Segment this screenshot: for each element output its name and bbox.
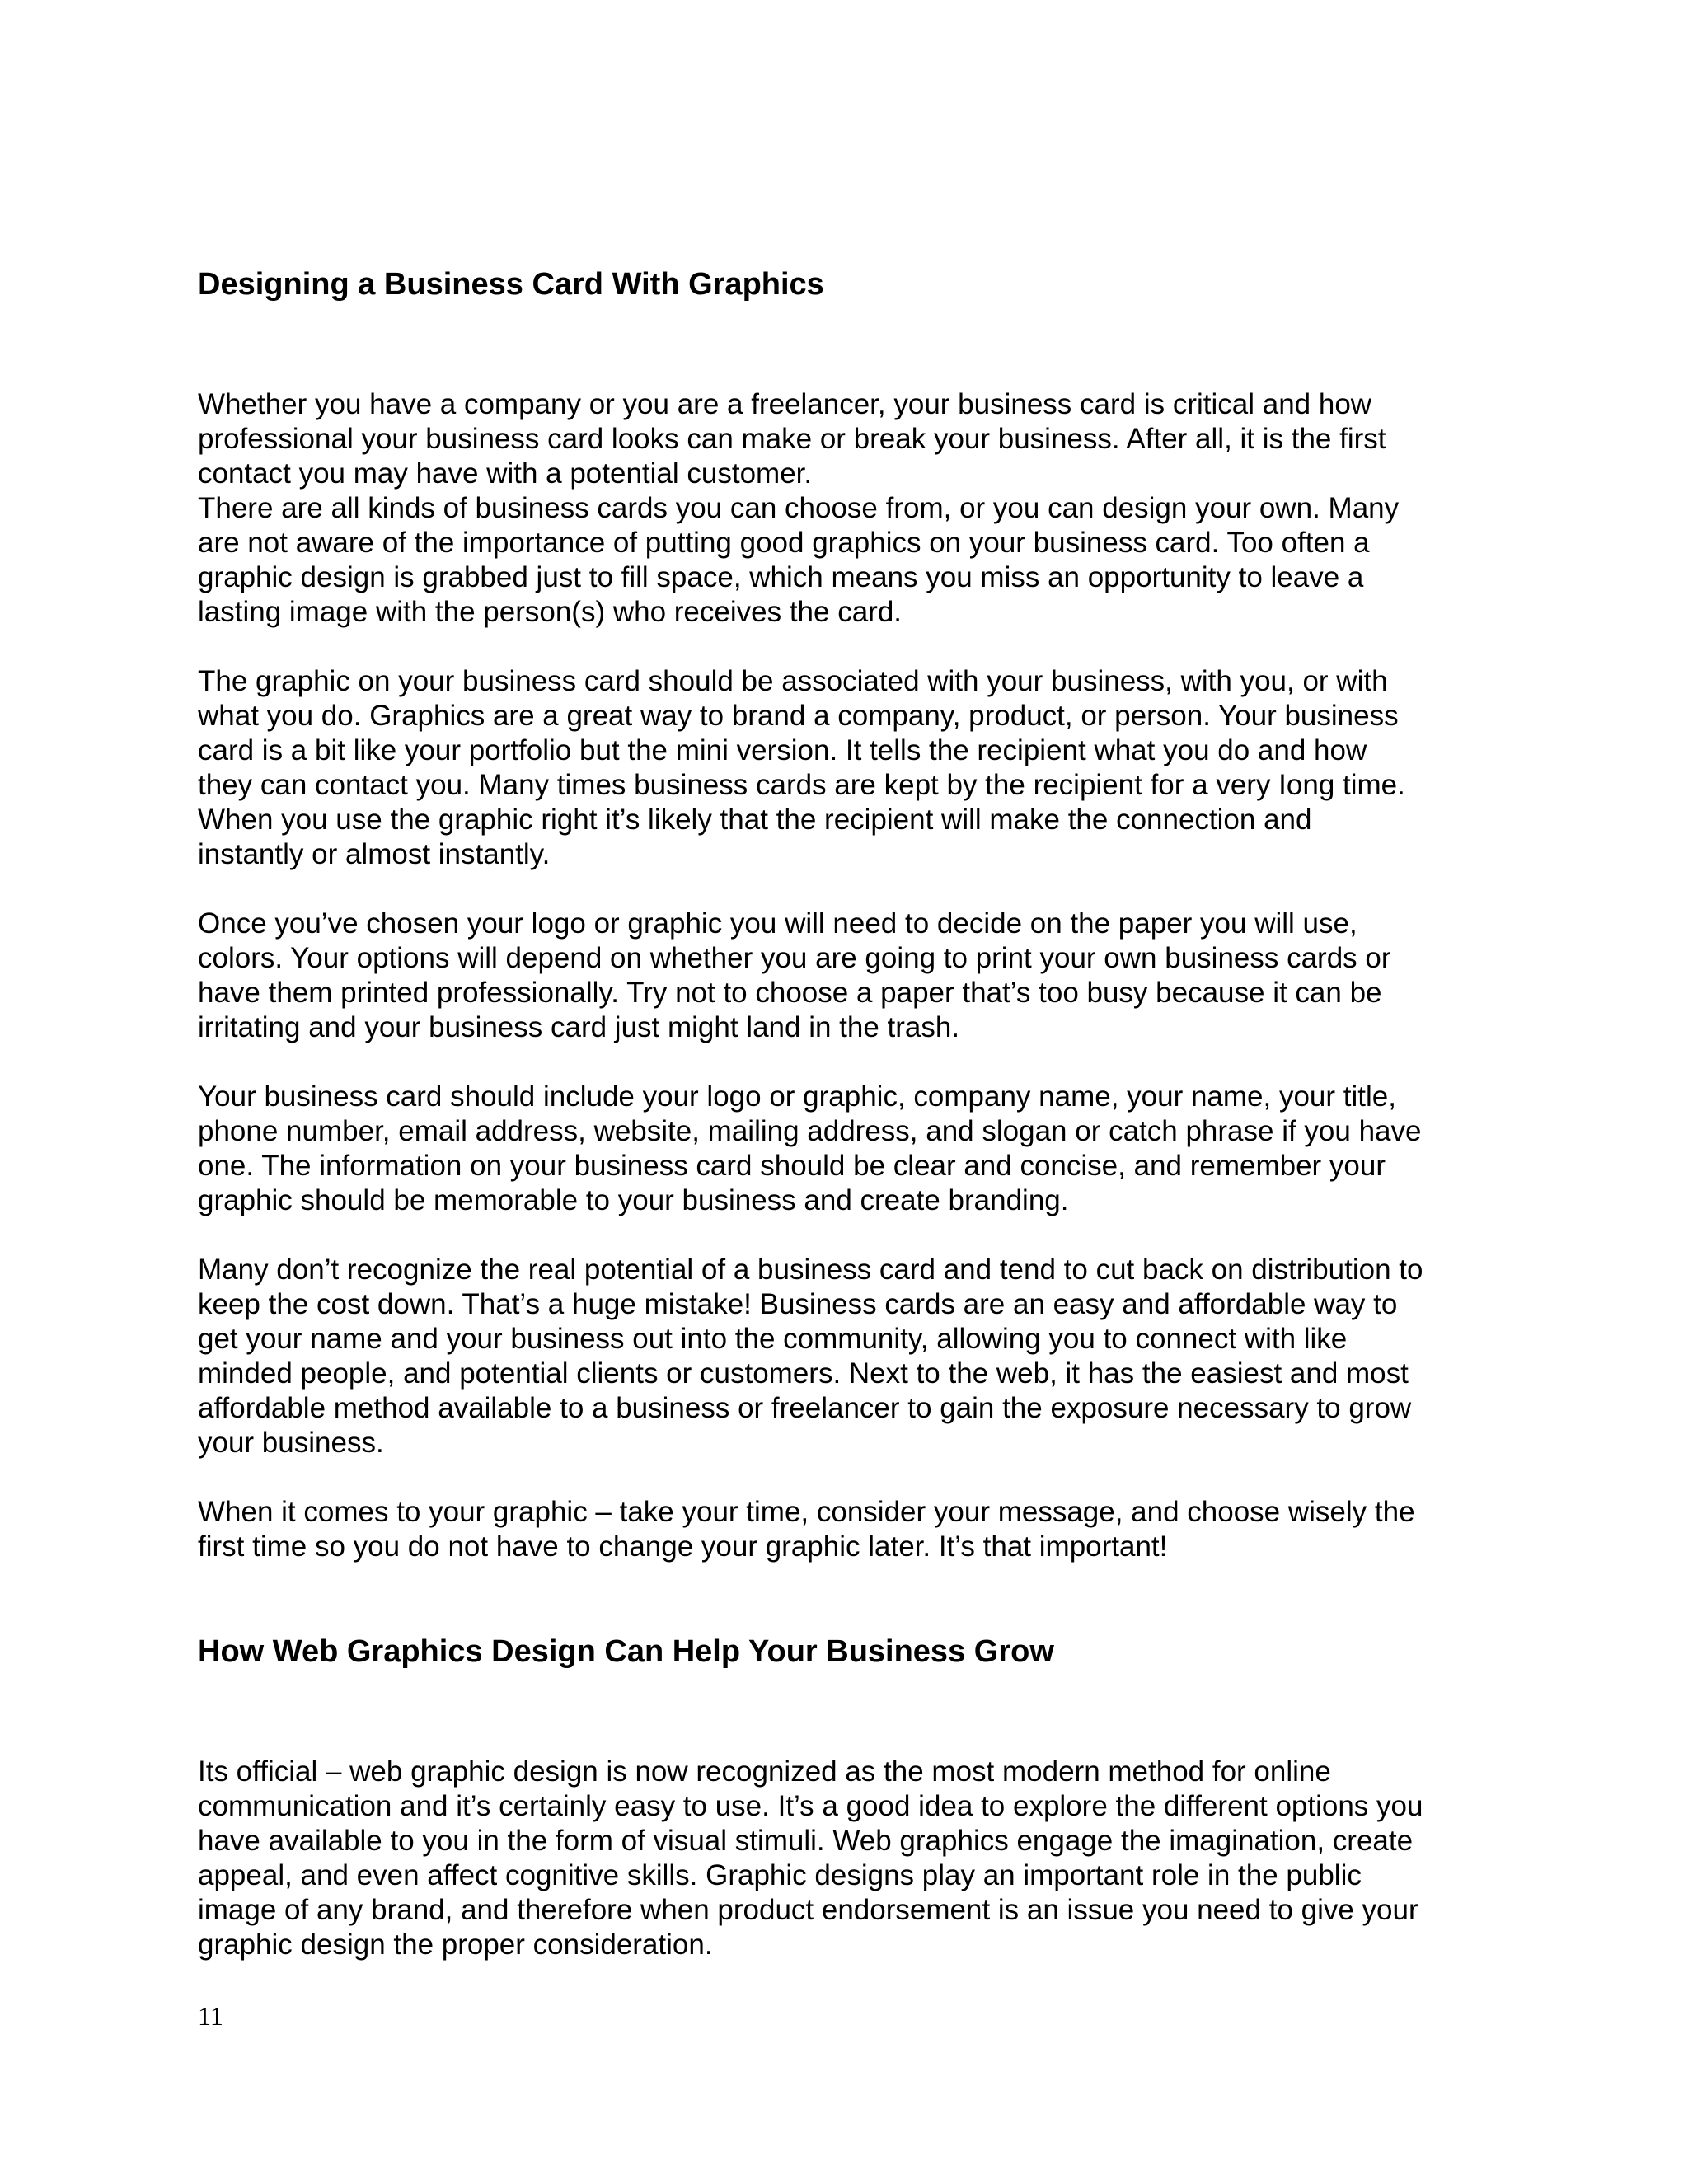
text-line: they can contact you. Many times business cards are kept by the recipient for a very Iong time.: [198, 769, 1405, 801]
text-line: graphic should be memorable to your business and create branding.: [198, 1184, 1069, 1216]
text-line: what you do. Graphics are a great way to brand a company, product, or person. Your business: [198, 700, 1399, 732]
text-line: keep the cost down. That’s a huge mistake! Business cards are an easy and affordable way to: [198, 1288, 1398, 1320]
text-line: card is a bit like your portfolio but the mini version. It tells the recipient what you do and how: [198, 734, 1367, 766]
text-line: Once you’ve chosen your logo or graphic you will need to decide on the paper you will use,: [198, 907, 1357, 940]
text-line: are not aware of the importance of putting good graphics on your business card. Too often a: [198, 527, 1370, 559]
text-line: first time so you do not have to change your graphic later. It’s that important!: [198, 1530, 1168, 1563]
text-line: lasting image with the person(s) who receives the card.: [198, 596, 903, 628]
text-line: graphic design the proper consideration.: [198, 1929, 713, 1961]
text-line: appeal, and even affect cognitive skills. Graphic designs play an important role in the public: [198, 1859, 1362, 1891]
section-heading-business-card: Designing a Business Card With Graphics: [198, 267, 824, 302]
text-line: minded people, and potential clients or customers. Next to the web, it has the easiest and most: [198, 1357, 1409, 1390]
text-line: professional your business card looks can make or break your business. After all, it is the first: [198, 423, 1386, 455]
section-heading-web-graphics: How Web Graphics Design Can Help Your Business Grow: [198, 1634, 1054, 1669]
text-line: When you use the graphic right it’s likely that the recipient will make the connection and: [198, 804, 1312, 836]
paragraph-paper-choice: [198, 907, 1517, 1045]
text-line: have them printed professionally. Try not to choose a paper that’s too busy because it can be: [198, 977, 1382, 1009]
text-line: Your business card should include your logo or graphic, company name, your name, your title,: [198, 1080, 1396, 1113]
text-line: have available to you in the form of visual stimuli. Web graphics engage the imagination, create: [198, 1825, 1414, 1857]
paragraph-choose-wisely: [198, 1495, 1517, 1564]
text-line: Whether you have a company or you are a freelancer, your business card is critical and how: [198, 388, 1372, 420]
text-line: one. The information on your business card should be clear and concise, and remember your: [198, 1150, 1386, 1182]
text-line: instantly or almost instantly.: [198, 838, 551, 870]
text-line: get your name and your business out into the community, allowing you to connect with like: [198, 1323, 1348, 1355]
text-line: contact you may have with a potential customer.: [198, 457, 813, 490]
paragraph-graphic-association: [198, 664, 1517, 872]
text-line: The graphic on your business card should be associated with your business, with you, or with: [198, 665, 1388, 697]
paragraph-intro: [198, 387, 1517, 630]
text-line: When it comes to your graphic – take your time, consider your message, and choose wisely the: [198, 1496, 1415, 1528]
page-number: 11: [198, 2001, 223, 2031]
paragraph-distribution: [198, 1253, 1517, 1460]
text-line: phone number, email address, website, mailing address, and slogan or catch phrase if you have: [198, 1115, 1422, 1147]
text-line: There are all kinds of business cards you can choose from, or you can design your own. Many: [198, 492, 1400, 524]
text-line: Its official – web graphic design is now recognized as the most modern method for online: [198, 1755, 1331, 1788]
page-content: [198, 265, 1517, 1962]
text-line: image of any brand, and therefore when product endorsement is an issue you need to give your: [198, 1894, 1418, 1926]
text-line: Many don’t recognize the real potential of a business card and tend to cut back on distribution to: [198, 1254, 1423, 1286]
text-line: irritating and your business card just might land in the trash.: [198, 1011, 960, 1043]
text-line: your business.: [198, 1427, 384, 1459]
text-line: colors. Your options will depend on whether you are going to print your own business cards or: [198, 942, 1391, 974]
text-line: affordable method available to a business or freelancer to gain the exposure necessary to grow: [198, 1392, 1412, 1424]
paragraph-web-graphics: [198, 1755, 1517, 1962]
text-line: communication and it’s certainly easy to use. It’s a good idea to explore the different options you: [198, 1790, 1423, 1822]
text-line: graphic design is grabbed just to fill space, which means you miss an opportunity to leave a: [198, 561, 1364, 593]
paragraph-card-contents: [198, 1080, 1517, 1218]
